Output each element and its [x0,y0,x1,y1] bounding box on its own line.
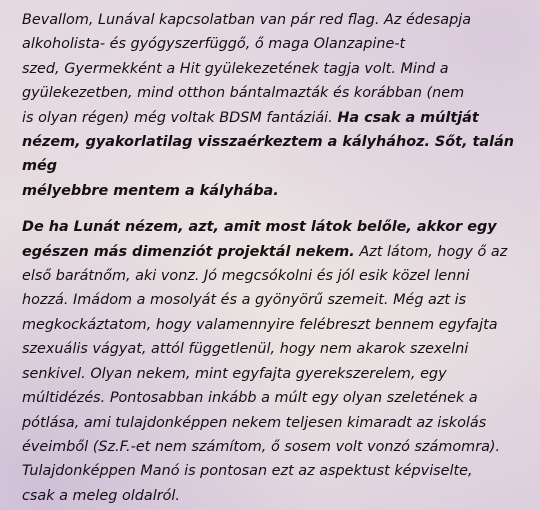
paragraph-1 [22,8,530,203]
text-segment: Azt látom, hogy ő az első barátnőm, aki vonz. Jó megcsókolni és jól esik közel lenni hozzá. Imádom a mosolyát és a gyönyörű szemeit. Még azt is megkockáztatom, hogy valamennyire felébreszt bennem egyfajta szexuális vágyat, attól függetlenül, hogy nem akarok szexelni senkivel. Olyan nekem, mint egyfajta gyerekszerelem, egy múltidézés. Pontosabban inkább a múlt egy olyan szeletének a pótlása, ami tulajdonképpen nekem teljesen kimaradt az iskolás éveimből (Sz.F.-et nem számítom, ő sosem volt vonzó számomra). Tulajdonképpen Manó is pontosan ezt az aspektust képviselte, csak a meleg oldalról. [22,243,508,504]
paragraph-2 [22,215,530,508]
text-segment-bold: De ha Lunát nézem, azt, amit most látok belőle, akkor egy egészen más dimenziót projektál nekem. [22,219,497,260]
text-segment: Bevallom, Lunával kapcsolatban van pár red flag. Az édesapja alkoholista- és gyógyszerfüggő, ő maga Olanzapine-t szed, Gyermekként a Hit gyülekezetének tagja volt. Mind a gyülekezetben, mind otthon bántalmazták és korábban (nem is olyan régen) még voltak BDSM fantáziái. [22,12,472,126]
text-segment-bold: Ha csak a múltját nézem, gyakorlatilag visszaérkeztem a kályhához. Sőt, talán még mélyebbre mentem a kályhába. [22,109,515,199]
